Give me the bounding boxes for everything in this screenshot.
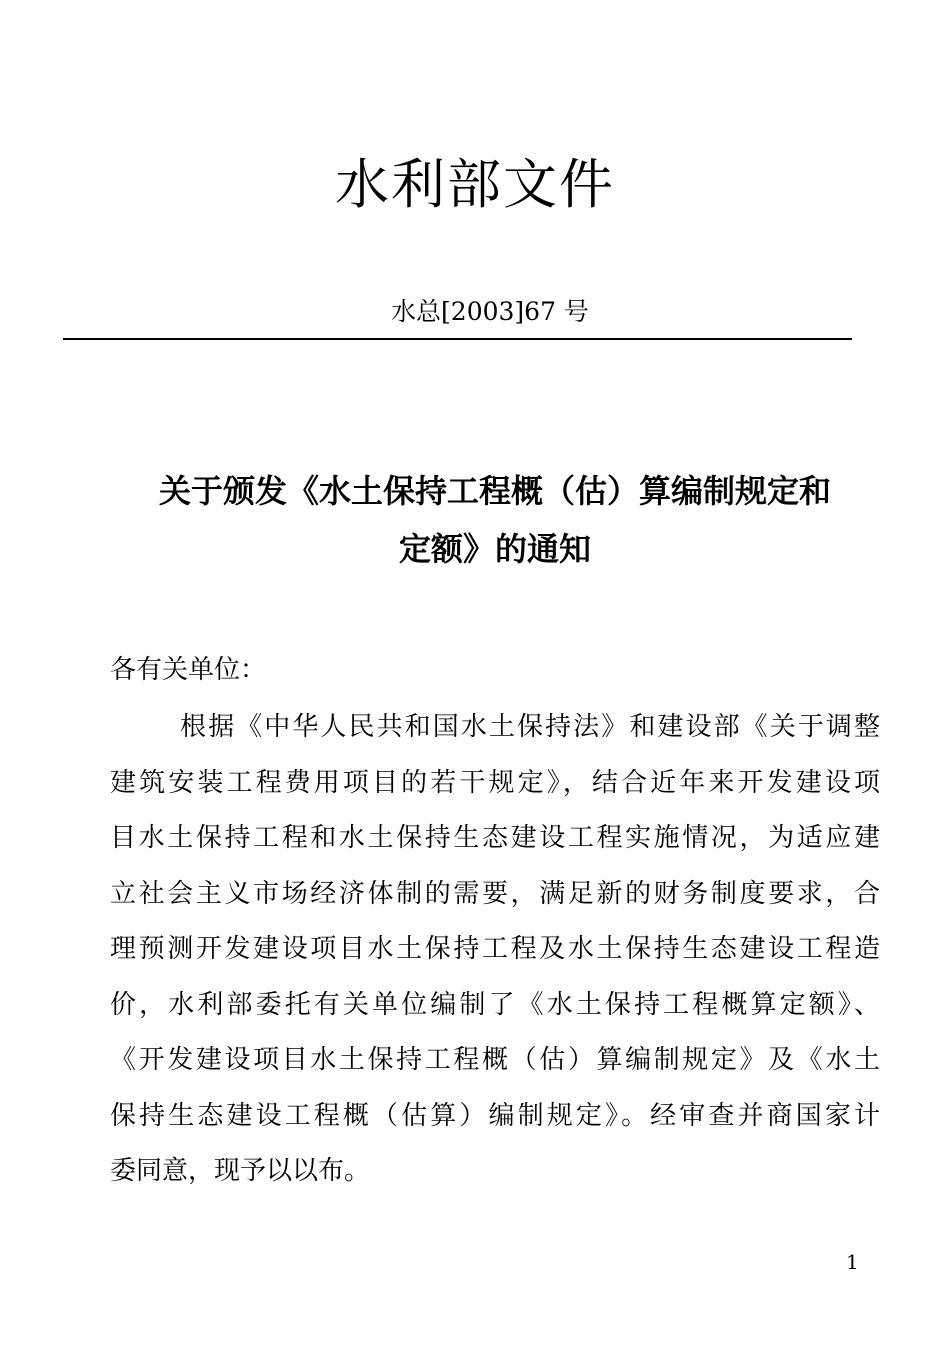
header-divider (63, 338, 852, 340)
body-line: 根据《中华人民共和国水土保持法》和建设部《关于调整 (180, 712, 880, 742)
body-line: 建筑安装工程费用项目的若干规定》，结合近年来开发建设项 (110, 767, 880, 798)
body-paragraph (110, 700, 880, 1200)
body-line: 立社会主义市场经济体制的需要，满足新的财务制度要求，合 (110, 878, 880, 909)
body-line: 目水土保持工程和水土保持生态建设工程实施情况，为适应建 (110, 823, 880, 853)
document-header-title: 水利部文件 (335, 153, 615, 216)
notice-title (100, 462, 890, 578)
salutation: 各有关单位： (110, 655, 267, 685)
body-line: 《开发建设项目水土保持工程概（估）算编制规定》及《水土 (110, 1045, 880, 1075)
body-line: 保持生态建设工程概（估算）编制规定》。经审查并商国家计 (110, 1100, 880, 1131)
document-number: 水总[2003]67 号 (391, 297, 589, 326)
body-line: 委同意，现予以以布。 (110, 1156, 371, 1186)
body-line: 价，水利部委托有关单位编制了《水土保持工程概算定额》、 (110, 989, 880, 1020)
body-line: 理预测开发建设项目水土保持工程及水土保持生态建设工程造 (110, 934, 880, 964)
notice-title-line: 定额》的通知 (398, 530, 591, 568)
notice-title-line: 关于颁发《水土保持工程概（估）算编制规定和 (158, 472, 831, 510)
page-number: 1 (846, 1250, 859, 1274)
